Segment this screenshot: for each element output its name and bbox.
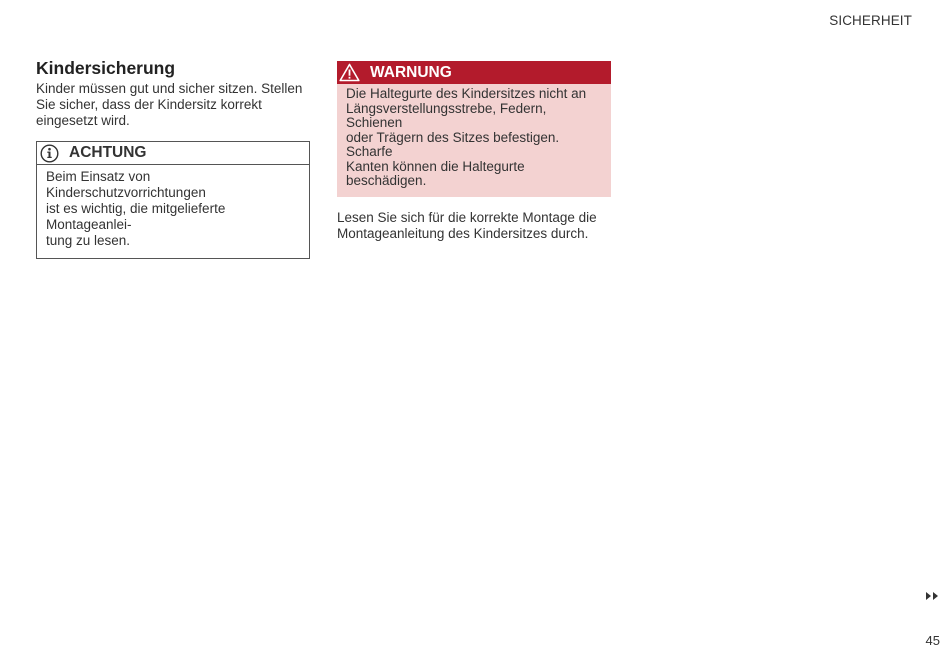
instruction-line: Montageanleitung des Kindersitzes durch. [337, 225, 589, 241]
warning-notice-line: Kanten können die Haltegurte beschädigen. [346, 158, 525, 188]
caution-notice-body [37, 165, 309, 258]
section-title: Kindersicherung [36, 58, 176, 78]
page-number: 45 [925, 633, 940, 648]
right-column [337, 61, 611, 242]
instruction-line: Lesen Sie sich für die korrekte Montage die [337, 209, 597, 225]
warning-triangle-icon [339, 63, 360, 82]
section-header: SICHERHEIT [829, 13, 912, 28]
warning-notice-line: oder Trägern des Sitzes befestigen. Scharfe [346, 129, 560, 159]
warning-notice-title: WARNUNG [370, 63, 452, 81]
caution-notice [36, 141, 310, 259]
caution-notice-line: ist es wichtig, die mitgelieferte Montageanlei- [46, 201, 226, 232]
caution-notice-title: ACHTUNG [69, 144, 147, 161]
double-arrow-right-icon[interactable] [925, 588, 940, 598]
left-column [36, 57, 310, 259]
caution-notice-line: Beim Einsatz von Kinderschutzvorrichtungen [46, 169, 206, 200]
warning-notice-body [337, 84, 611, 197]
intro-text: Kinder müssen gut und sicher sitzen. Stellen Sie sicher, dass der Kindersitz korrekt eingesetzt wird. [36, 81, 303, 128]
caution-notice-header [37, 142, 309, 165]
caution-notice-line: tung zu lesen. [46, 233, 131, 248]
info-icon [40, 144, 59, 163]
warning-notice-line: Längsverstellungsstrebe, Federn, Schienen [346, 100, 547, 130]
warning-notice [337, 61, 611, 197]
warning-notice-line: Die Haltegurte des Kindersitzes nicht an [346, 86, 587, 101]
warning-notice-header [337, 61, 611, 84]
instruction-text [337, 210, 611, 242]
